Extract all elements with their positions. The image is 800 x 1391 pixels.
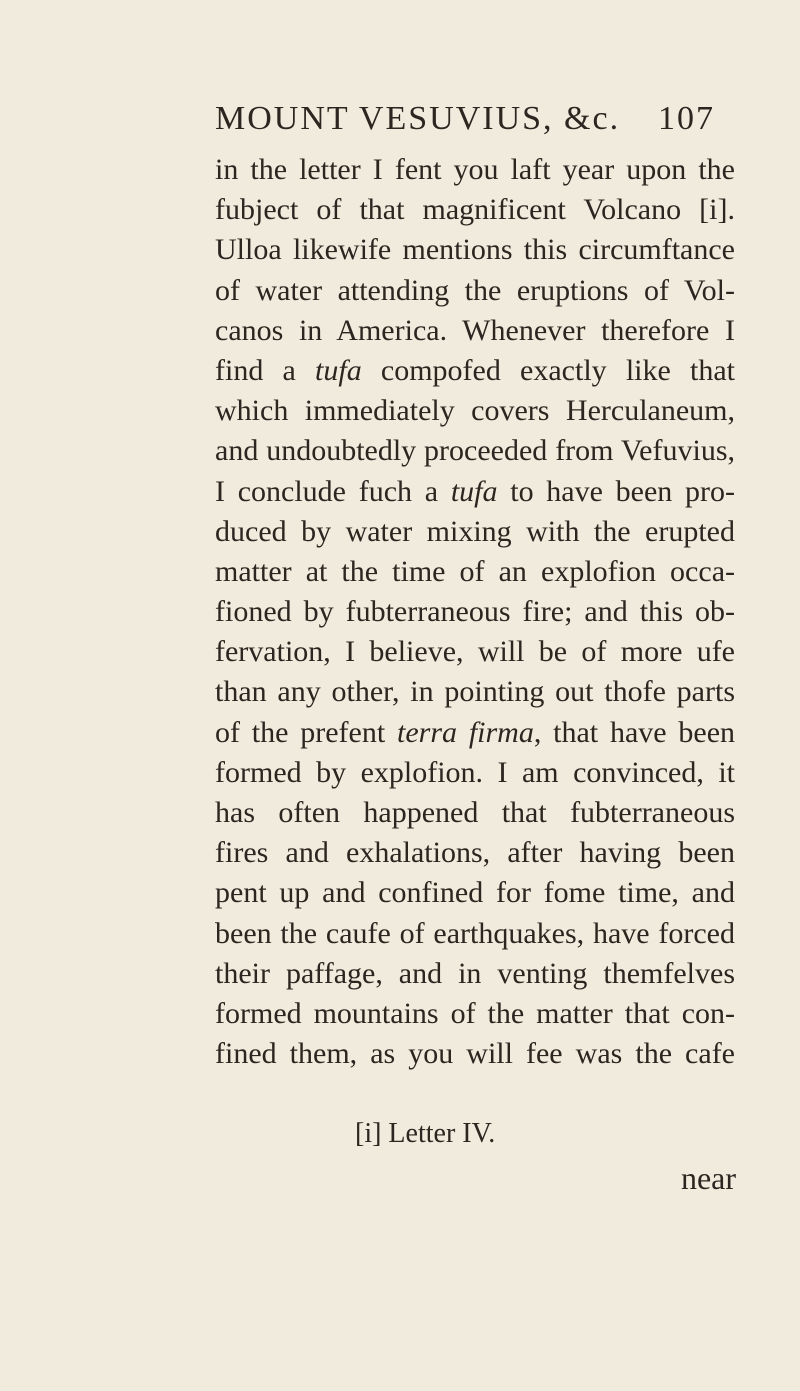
text-segment: fioned by fubterraneous fire; and this ob- <box>215 595 735 629</box>
text-segment: of water attending the eruptions of Vol- <box>215 273 735 307</box>
text-line <box>215 512 735 552</box>
text-segment: I conclude fuch a <box>215 474 451 508</box>
text-line <box>215 391 735 431</box>
text-line <box>215 311 735 351</box>
text-segment: and undoubtedly proceeded from Vefuvius, <box>215 434 735 468</box>
text-segment: in the letter I fent you laft year upon the <box>215 153 735 186</box>
text-line <box>215 753 735 793</box>
text-line <box>215 873 735 913</box>
text-line <box>215 230 735 270</box>
text-line <box>215 271 735 311</box>
text-segment: find a <box>215 353 316 387</box>
text-segment: has often happened that fubterraneous <box>215 796 735 829</box>
text-line <box>215 914 735 954</box>
text-line <box>215 994 735 1034</box>
text-segment: of the prefent <box>215 715 398 749</box>
text-segment: pent up and confined for fome time, and <box>215 876 735 910</box>
text-segment: Ulloa likewife mentions this circumftance <box>215 233 735 267</box>
text-line <box>215 632 735 672</box>
text-segment: fervation, I believe, will be of more ufe <box>215 635 735 669</box>
page-header <box>215 100 715 150</box>
text-segment: , that have been <box>533 715 735 749</box>
italic-text: terra firma <box>397 715 534 749</box>
text-line <box>215 552 735 592</box>
text-segment: canos in America. Whenever therefore I <box>215 313 735 347</box>
body-text <box>215 150 735 1074</box>
text-line <box>215 713 735 753</box>
text-line <box>215 793 735 833</box>
text-segment: fined them, as you will fee was the cafe <box>215 1037 735 1071</box>
text-line <box>215 351 735 391</box>
text-segment: to have been pro- <box>497 474 735 508</box>
text-line <box>215 431 735 471</box>
text-segment: matter at the time of an explofion occa- <box>215 554 735 588</box>
text-line <box>215 150 735 190</box>
page-number: 107 <box>658 100 715 137</box>
footnote: [i] Letter IV. <box>355 1118 496 1149</box>
text-line <box>215 592 735 632</box>
italic-text: tufa <box>315 353 362 387</box>
text-segment: which immediately covers Herculaneum, <box>215 394 735 428</box>
catchword: near <box>680 1160 736 1196</box>
running-title: MOUNT VESUVIUS, &c. <box>215 100 621 137</box>
text-line <box>215 954 735 994</box>
text-line <box>215 833 735 873</box>
text-segment: than any other, in pointing out thofe parts <box>215 675 735 709</box>
text-line <box>215 190 735 230</box>
text-segment: formed mountains of the matter that con- <box>215 996 735 1030</box>
italic-text: tufa <box>450 474 498 508</box>
text-line <box>215 1034 735 1074</box>
text-segment: duced by water mixing with the erupted <box>215 514 735 548</box>
text-segment: formed by explofion. I am convinced, it <box>215 755 735 789</box>
text-segment: fubject of that magnificent Volcano [i]. <box>215 193 735 227</box>
text-line <box>215 472 735 512</box>
text-segment: compofed exactly like that <box>361 353 735 387</box>
text-segment: their paffage, and in venting themfelves <box>215 956 735 990</box>
text-line <box>215 672 735 712</box>
text-segment: been the caufe of earthquakes, have forced <box>215 916 735 950</box>
text-segment: fires and exhalations, after having been <box>215 836 735 870</box>
